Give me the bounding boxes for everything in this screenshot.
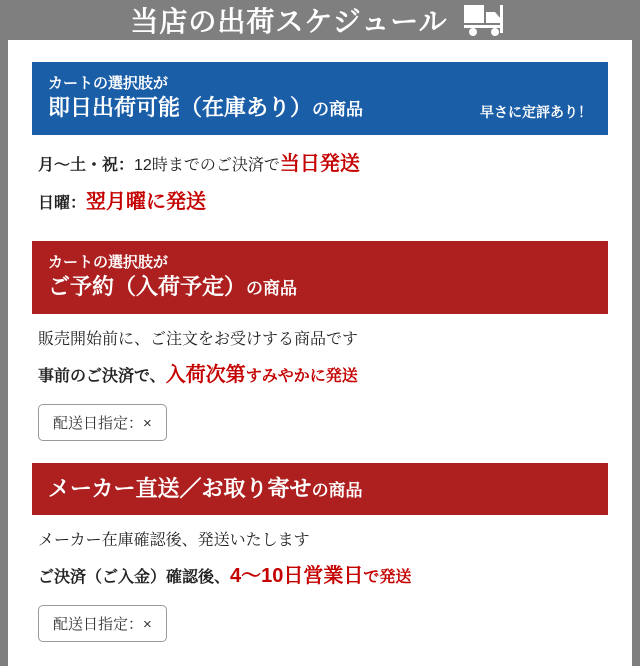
detail-prefix: 日曜： [38,194,87,212]
detail-emphasis: 翌月曜に発送 [86,190,207,213]
detail-line-plain: 販売開始前に、ご注文をお受けする商品です [38,330,359,348]
banner-main-suffix: の商品 [311,480,363,500]
detail-emphasis: 入荷次第 [165,363,246,386]
banner-main-text: 即日出荷可能（在庫あり） [48,95,313,121]
banner-main-suffix: の商品 [246,279,298,299]
banner-maker-direct [32,463,608,516]
banner-main-text: ご予約（入荷予定） [48,274,247,300]
detail-line-weekday [38,149,602,179]
delivery-date-tag: 配送日指定：× [38,404,167,441]
banner-note: 早さに定評あり！ [480,103,592,120]
banner-same-day-shipping [32,62,608,135]
banner-main-text: メーカー直送／お取り寄せ [48,475,312,501]
banner-small-label: カートの選択肢が [48,253,169,271]
banner-small-label: カートの選択肢が [48,75,169,92]
details-preorder [32,314,608,447]
details-same-day [32,135,608,231]
delivery-truck-icon [462,3,510,37]
detail-prefix: ご決済（ご入金）確認後、 [38,569,231,587]
detail-prefix: 事前のご決済で、 [38,367,166,385]
detail-emphasis: 4〜10日営業日 [230,565,364,588]
detail-line-payment [38,561,602,591]
banner-text-group [48,74,363,123]
page-title: 当店の出荷スケジュール [130,6,448,37]
banner-main-suffix: の商品 [312,100,364,120]
spacer [32,231,608,241]
page-header [0,0,640,40]
detail-prefix: 月〜土・祝： [38,156,135,174]
banner-text-group [48,253,297,302]
schedule-card [8,40,632,666]
detail-line-sunday [38,187,602,217]
detail-emphasis-small: で発送 [363,569,412,587]
details-maker-direct [32,515,608,648]
detail-middle: 12時までのご決済で [134,156,280,174]
banner-main-label [48,94,363,123]
delivery-date-tag: 配送日指定：× [38,605,167,642]
spacer [32,447,608,463]
detail-line-payment [38,360,602,390]
detail-emphasis-small: すみやかに発送 [245,367,358,385]
banner-main-label [48,273,297,302]
detail-line-plain: メーカー在庫確認後、発送いたします [38,532,310,550]
detail-emphasis: 当日発送 [279,152,360,175]
banner-main-label [48,475,363,504]
banner-preorder [32,241,608,314]
